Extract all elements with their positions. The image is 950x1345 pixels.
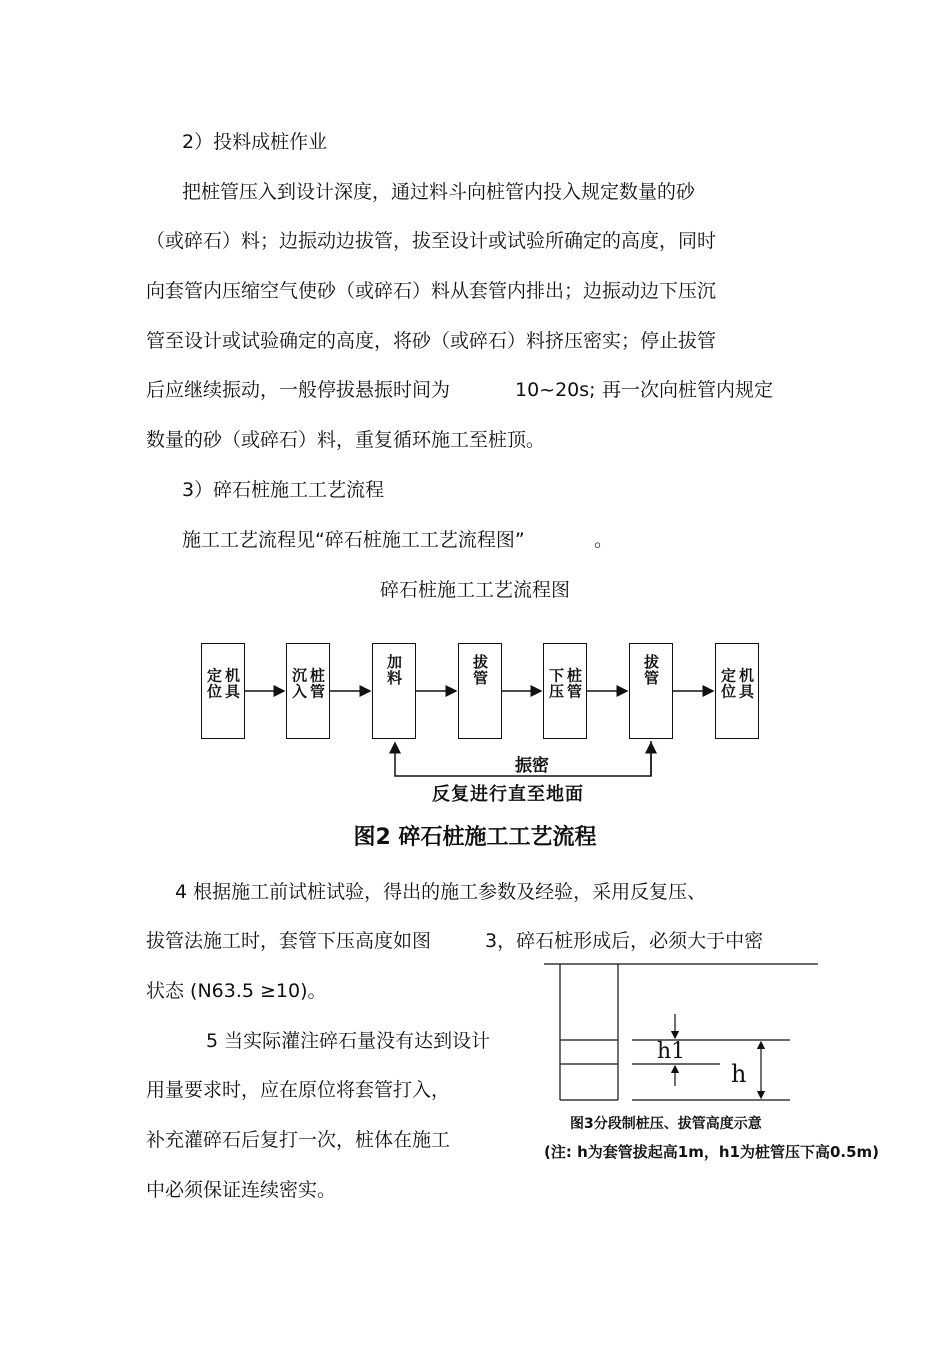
paragraph-line: 状态 (N63.5 ≥10)。 [146,980,327,1002]
figure-caption: 图2 碎石桩施工工艺流程 [353,825,597,850]
flow-box-label: 拔管 [642,654,660,686]
paragraph-line: 用量要求时，应在原位将套管打入， [146,1079,451,1101]
paragraph-line: 补充灌碎石后复打一次，桩体在施工 [146,1129,451,1151]
loop-label: 振密 [515,756,549,776]
paragraph-line: 把桩管压入到设计深度，通过料斗向桩管内投入规定数量的砂 [182,181,696,203]
figure-caption: 图3分段制桩压、拔管高度示意 [570,1116,762,1132]
flow-box-label: 机具定位 [719,667,755,700]
paragraph-line: （或碎石）料；边振动边拔管，拔至设计或试验所确定的高度，同时 [146,230,717,252]
paragraph-line: 管至设计或试验确定的高度，将砂（或碎石）料挤压密实；停止拔管 [146,330,717,352]
figure-note: (注: h为套管拔起高1m，h1为桩管压下高0.5m) [544,1143,879,1161]
paragraph-line: 5 当实际灌注碎石量没有达到设计 [206,1030,491,1052]
paragraph-line: 数量的砂（或碎石）料，重复循环施工至桩顶。 [146,429,546,451]
paragraph-line: 拔管法施工时，套管下压高度如图 [146,930,432,952]
paragraph-line: 4 根据施工前试桩试验，得出的施工参数及经验，采用反复压、 [175,881,707,903]
flow-box-label: 加料 [385,654,403,686]
paragraph-value: 10~20s; [515,379,596,401]
flow-box-label: 桩管下压 [547,667,583,700]
section-heading-2: 2）投料成桩作业 [182,131,328,153]
paragraph-punct: 。 [594,529,614,551]
label-h1: h1 [657,1039,686,1064]
flow-box-label: 拔管 [471,654,489,686]
pile-height-diagram [540,958,830,1108]
paragraph-line: 后应继续振动，一般停拔悬振时间为 [146,379,451,401]
flow-box-label: 桩管沉入 [290,667,326,700]
loop-bottom-label: 反复进行直至地面 [432,784,584,805]
paragraph-line: 中必须保证连续密实。 [146,1179,337,1201]
paragraph-line: 施工工艺流程见“碎石桩施工工艺流程图” [182,529,525,551]
figure-title: 碎石桩施工工艺流程图 [379,579,570,601]
flow-box-label: 机具定位 [205,667,241,700]
paragraph-line: 再一次向桩管内规定 [602,379,774,401]
paragraph-line: 3，碎石桩形成后，必须大于中密 [485,930,764,952]
paragraph-line: 向套管内压缩空气使砂（或碎石）料从套管内排出；边振动边下压沉 [146,280,717,302]
label-h: h [731,1060,747,1088]
section-heading-3: 3）碎石桩施工工艺流程 [182,479,385,501]
